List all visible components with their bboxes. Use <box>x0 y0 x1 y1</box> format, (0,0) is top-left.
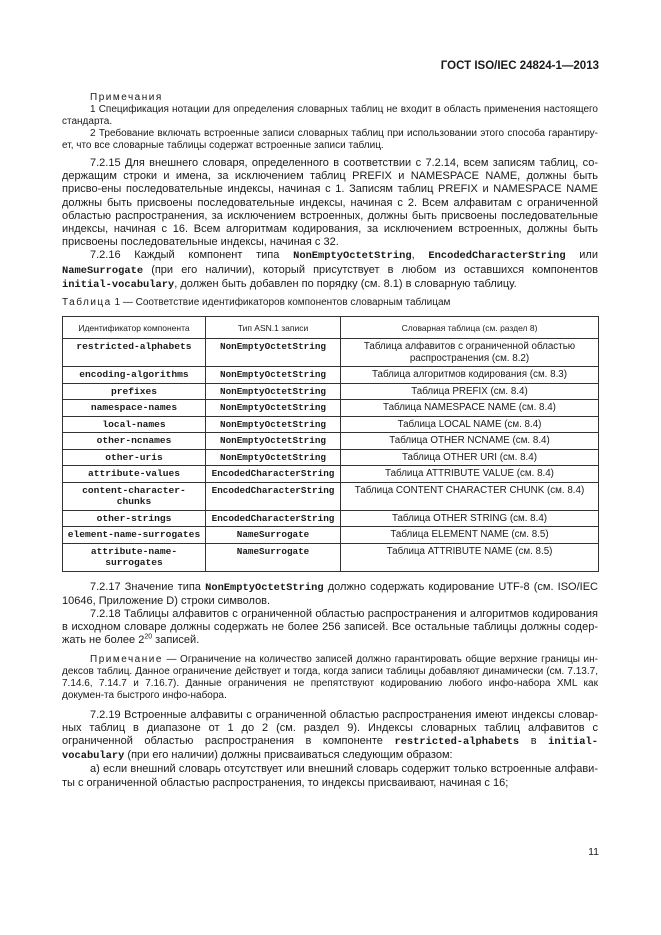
paragraph-7-2-17 <box>62 581 598 608</box>
cell-asn1-type: NameSurrogate <box>206 527 341 544</box>
note-label: Примечание <box>90 653 163 665</box>
cell-vocabulary-table: Таблица OTHER NCNAME (см. 8.4) <box>341 433 599 450</box>
code-span: initial-vocabulary <box>62 735 598 763</box>
cell-asn1-type: EncodedCharacterString <box>206 466 341 483</box>
text-span: в <box>519 734 549 747</box>
cell-vocabulary-table: Таблица PREFIX (см. 8.4) <box>341 383 599 400</box>
table-row <box>63 527 599 544</box>
text-span: 7.2.19 Встроенные алфавиты с ограниченной областью распространения имеют индексы словар-ных таблиц в диапазоне от 1 до 2 (см. раздел 9). Индексы словарных таблиц алфавитов с ограниченной областью распространения в компоненте <box>62 708 598 747</box>
cell-vocabulary-table: Таблица CONTENT CHARACTER CHUNK (см. 8.4) <box>341 482 599 510</box>
cell-vocabulary-table: Таблица ATTRIBUTE NAME (см. 8.5) <box>341 543 599 571</box>
cell-component-id: content-character-chunks <box>63 482 206 510</box>
cell-asn1-type: NonEmptyOctetString <box>206 416 341 433</box>
cell-component-id: attribute-values <box>63 466 206 483</box>
caption-text: 1 — Соответствие идентификаторов компонентов словарным таблицам <box>111 297 451 309</box>
vocabulary-table <box>62 316 599 572</box>
text-span: 7.2.17 Значение типа <box>90 580 206 593</box>
cell-component-id: other-ncnames <box>63 433 206 450</box>
table-row <box>63 510 599 527</box>
note-1: 1 Спецификация нотации для определения словарных таблиц не входит в область применения настоящего стандарта. <box>62 104 598 127</box>
text-span: 7.2.16 Каждый компонент типа <box>90 249 294 262</box>
table-caption <box>62 297 598 309</box>
cell-component-id: restricted-alphabets <box>63 339 206 367</box>
table-row <box>63 416 599 433</box>
cell-asn1-type: EncodedCharacterString <box>206 482 341 510</box>
document-header: ГОСТ ISO/IEC 24824-1—2013 <box>440 60 599 72</box>
cell-component-id: attribute-name-surrogates <box>63 543 206 571</box>
cell-vocabulary-table: Таблица LOCAL NAME (см. 8.4) <box>341 416 599 433</box>
table-row <box>63 449 599 466</box>
cell-asn1-type: NonEmptyOctetString <box>206 400 341 417</box>
text-span: 7.2.18 Таблицы алфавитов с ограниченной областью распространения и алгоритмов кодирования в исходном словаре должны содержать не более 256 записей. Все остальные таблицы должны содер-жать не более 2 <box>62 607 598 647</box>
paragraph-a: а) если внешний словарь отсутствует или внешний словарь содержит только встроенные алфави-ты с ограниченной областью распространения, то индексы присваивают, начиная с 16; <box>62 763 598 789</box>
notes-title: Примечания <box>90 92 163 103</box>
cell-asn1-type: NonEmptyOctetString <box>206 433 341 450</box>
cell-asn1-type: NonEmptyOctetString <box>206 367 341 384</box>
cell-vocabulary-table: Таблица алфавитов с ограниченной областью распространения (см. 8.2) <box>341 339 599 367</box>
table-row <box>63 433 599 450</box>
note-limit <box>62 654 598 702</box>
table-row <box>63 400 599 417</box>
text-span: или <box>565 249 598 262</box>
cell-vocabulary-table: Таблица NAMESPACE NAME (см. 8.4) <box>341 400 599 417</box>
code-span: restricted-alphabets <box>394 735 520 748</box>
cell-component-id: encoding-algorithms <box>63 367 206 384</box>
cell-component-id: local-names <box>63 416 206 433</box>
cell-vocabulary-table: Таблица алгоритмов кодирования (см. 8.3) <box>341 367 599 384</box>
header-component-id: Идентификатор компонента <box>63 317 206 339</box>
cell-asn1-type: EncodedCharacterString <box>206 510 341 527</box>
text-span: (при его наличии) должны присваиваться следующим образом: <box>124 749 453 762</box>
cell-component-id: prefixes <box>63 383 206 400</box>
cell-component-id: namespace-names <box>63 400 206 417</box>
cell-asn1-type: NameSurrogate <box>206 543 341 571</box>
text-span: , должен быть добавлен по порядку (см. 8.1) в словарную таблицу. <box>174 277 517 290</box>
cell-asn1-type: NonEmptyOctetString <box>206 339 341 367</box>
table-row <box>63 367 599 384</box>
cell-asn1-type: NonEmptyOctetString <box>206 383 341 400</box>
cell-vocabulary-table: Таблица OTHER STRING (см. 8.4) <box>341 510 599 527</box>
caption-label: Таблица <box>62 297 112 309</box>
table-row <box>63 339 599 367</box>
exponent: 20 <box>144 633 153 641</box>
cell-asn1-type: NonEmptyOctetString <box>206 449 341 466</box>
text-span: (при его наличии), который присутствует в любом из оставшихся компонентов <box>143 263 598 276</box>
cell-component-id: other-uris <box>63 449 206 466</box>
code-span: NonEmptyOctetString <box>205 581 324 594</box>
code-span: EncodedCharacterString <box>428 250 566 263</box>
code-span: initial-vocabulary <box>62 278 175 291</box>
paragraph-7-2-15: 7.2.15 Для внешнего словаря, определенного в соответствии с 7.2.14, всем записям таблиц, со-держащим строки и имена, за исключением таблиц PREFIX и NAMESPACE NAME, должны быть присво-ены последовательные индексы, начиная с 1. Записям таблиц PREFIX и NAMESPACE NAME должны быть присвоены последовательные индексы, начиная с 2. Всем алфавитам с ограниченной областью распространения, за исключением встроенных, должны быть присвоены последовательные индексы, начиная с 16. Всем алгоритмам кодирования, за исключением встроенных, должны быть присвоены последовательные индексы, начиная с 32. <box>62 157 598 249</box>
header-vocabulary-table: Словарная таблица (см. раздел 8) <box>341 317 599 339</box>
paragraph-7-2-18 <box>62 608 598 648</box>
header-asn1-type: Тип ASN.1 записи <box>206 317 341 339</box>
code-span: NameSurrogate <box>62 264 144 277</box>
note-2: 2 Требование включать встроенные записи словарных таблиц при использовании этого способа гарантиру-ет, что все словарные таблицы содержат встроенные записи таблиц. <box>62 128 598 151</box>
cell-component-id: element-name-surrogates <box>63 527 206 544</box>
table-header-row <box>63 317 599 339</box>
text-span: должно содержать кодирование UTF-8 (см. ISO/IEC 10646, Приложение D) строки символов. <box>62 580 598 607</box>
cell-vocabulary-table: Таблица ATTRIBUTE VALUE (см. 8.4) <box>341 466 599 483</box>
paragraph-7-2-19 <box>62 709 598 764</box>
table-row <box>63 482 599 510</box>
note-text: — Ограничение на количество записей должно гарантировать общие верхние границы ин-дексов таблиц. Данное ограничение действует и тогда, когда записи таблицы добавляют динамически (см. 7.13.7, 7.14.6, 7.14.7 и 7.16.7). Данные ограничения не препятствуют кодированию любого инфо-набора XML как докумен-та быстрого инфо-набора. <box>62 653 598 701</box>
code-span: NonEmptyOctetString <box>293 250 412 263</box>
cell-vocabulary-table: Таблица ELEMENT NAME (см. 8.5) <box>341 527 599 544</box>
text-span: записей. <box>152 634 200 647</box>
cell-vocabulary-table: Таблица OTHER URI (см. 8.4) <box>341 449 599 466</box>
cell-component-id: other-strings <box>63 510 206 527</box>
table-row <box>63 383 599 400</box>
page-number: 11 <box>588 846 599 858</box>
table-row <box>63 543 599 571</box>
table-body <box>63 339 599 572</box>
table-row <box>63 466 599 483</box>
text-span: , <box>411 249 429 262</box>
paragraph-7-2-16 <box>62 249 598 292</box>
page-content <box>62 92 598 790</box>
